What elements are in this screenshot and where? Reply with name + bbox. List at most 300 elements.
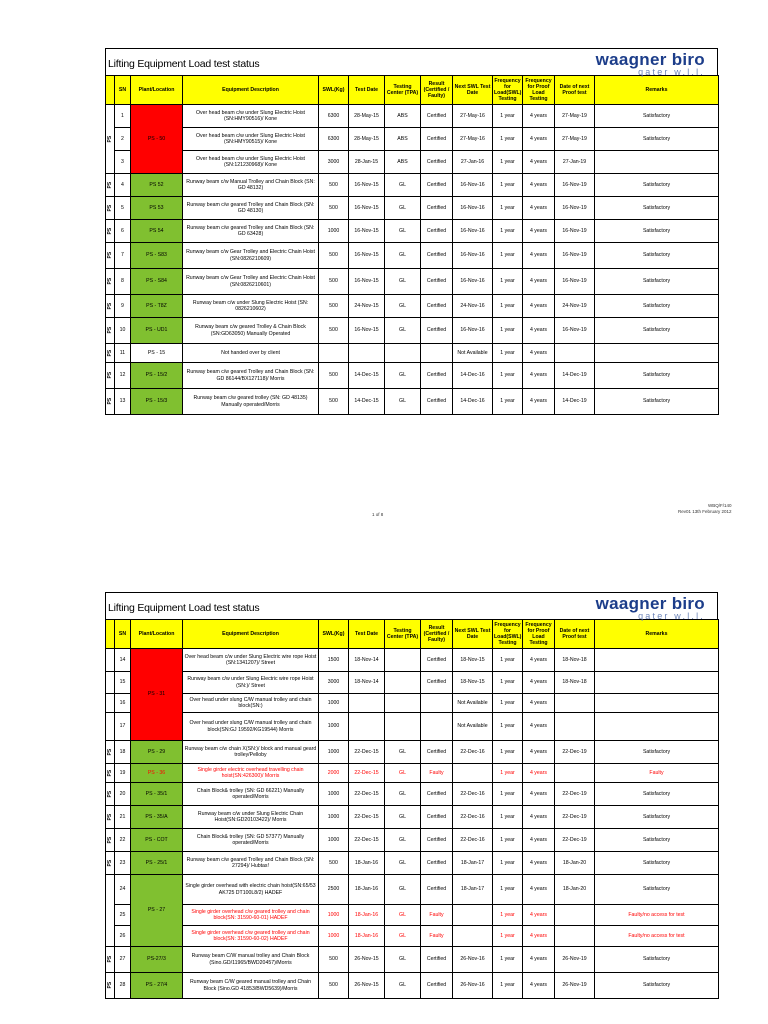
logo-subtitle: qater w.l.l. [638, 67, 705, 77]
column-header: Frequency for Load(SWL) Testing [493, 76, 523, 105]
plant-group-cell [106, 649, 115, 672]
testing-center-cell: GL [385, 295, 421, 318]
column-header: SN [115, 620, 131, 649]
result-cell: Certified [421, 363, 453, 389]
plant-group-cell [106, 105, 115, 174]
result-cell: Certified [421, 806, 453, 829]
proof-test-frequency-cell: 4 years [523, 783, 555, 806]
test-date-cell: 26-Nov-15 [349, 973, 385, 999]
next-proof-date-cell: 22-Dec-19 [555, 783, 595, 806]
load-test-frequency-cell: 1 year [493, 105, 523, 128]
swl-cell: 500 [319, 295, 349, 318]
description-cell: Runway beam C/W geared manual trolley and Chain Block (Sino.GD 41853/BWD5639)/Morris [183, 973, 319, 999]
plant-group-cell [106, 875, 115, 947]
proof-test-frequency-cell: 4 years [523, 926, 555, 947]
table-row [106, 806, 719, 829]
swl-cell: 1000 [319, 806, 349, 829]
test-date-cell: 22-Dec-15 [349, 783, 385, 806]
column-header [106, 76, 115, 105]
test-date-cell: 22-Dec-15 [349, 806, 385, 829]
test-date-cell: 16-Nov-15 [349, 197, 385, 220]
test-date-cell: 14-Dec-15 [349, 389, 385, 415]
sn-cell: 17 [115, 713, 131, 741]
swl-cell: 2000 [319, 764, 349, 783]
location-cell: PS 53 [131, 197, 183, 220]
swl-cell: 500 [319, 973, 349, 999]
remarks-cell: Satisfactory [595, 829, 719, 852]
next-proof-date-cell: 26-Nov-19 [555, 973, 595, 999]
test-date-cell [349, 344, 385, 363]
table-row [106, 128, 719, 151]
proof-test-frequency-cell: 4 years [523, 295, 555, 318]
next-proof-date-cell: 14-Dec-19 [555, 389, 595, 415]
description-cell: Runway beam c/w chain X(SN:)/ block and manual geard trolley/Pelloby [183, 741, 319, 764]
table-row [106, 852, 719, 875]
load-test-frequency-cell: 1 year [493, 973, 523, 999]
test-date-cell: 18-Nov-14 [349, 672, 385, 694]
plant-group-cell [106, 363, 115, 389]
next-test-date-cell: 16-Nov-16 [453, 174, 493, 197]
testing-center-cell: GL [385, 829, 421, 852]
proof-test-frequency-cell: 4 years [523, 151, 555, 174]
testing-center-cell: GL [385, 875, 421, 905]
remarks-cell: Satisfactory [595, 318, 719, 344]
next-proof-date-cell: 16-Nov-19 [555, 220, 595, 243]
test-date-cell: 16-Nov-15 [349, 243, 385, 269]
proof-test-frequency-cell: 4 years [523, 197, 555, 220]
remarks-cell: Faulty/no access for test [595, 905, 719, 926]
test-date-cell: 28-May-15 [349, 128, 385, 151]
test-date-cell: 26-Nov-15 [349, 947, 385, 973]
remarks-cell [595, 649, 719, 672]
result-cell [421, 713, 453, 741]
remarks-cell: Satisfactory [595, 174, 719, 197]
location-cell: PS - 35/A [131, 806, 183, 829]
logo-wordmark: waagner biro [595, 594, 705, 613]
plant-group-label: PS [107, 769, 114, 777]
load-test-frequency-cell: 1 year [493, 295, 523, 318]
next-proof-date-cell: 14-Dec-19 [555, 363, 595, 389]
document-title: Lifting Equipment Load test status [108, 58, 260, 70]
swl-cell: 500 [319, 363, 349, 389]
next-test-date-cell [453, 764, 493, 783]
sn-cell: 6 [115, 220, 131, 243]
next-test-date-cell: 22-Dec-16 [453, 741, 493, 764]
column-header: Plant/Location [131, 620, 183, 649]
swl-cell: 1000 [319, 220, 349, 243]
column-header: Next SWL Test Date [453, 76, 493, 105]
result-cell: Certified [421, 852, 453, 875]
plant-group-label: PS [107, 278, 114, 285]
next-test-date-cell: 14-Dec-16 [453, 389, 493, 415]
next-test-date-cell: 22-Dec-16 [453, 806, 493, 829]
next-proof-date-cell: 18-Nov-18 [555, 649, 595, 672]
swl-cell: 500 [319, 852, 349, 875]
sheet-page-1 [105, 48, 718, 415]
equipment-table-page-2 [105, 619, 719, 999]
sn-cell: 24 [115, 875, 131, 905]
plant-group-label: PS [107, 327, 114, 334]
next-test-date-cell: 18-Jan-17 [453, 875, 493, 905]
next-proof-date-cell: 16-Nov-19 [555, 243, 595, 269]
plant-group-cell [106, 389, 115, 415]
test-date-cell: 24-Nov-15 [349, 295, 385, 318]
testing-center-cell: ABS [385, 128, 421, 151]
next-test-date-cell: 22-Dec-16 [453, 829, 493, 852]
next-proof-date-cell: 18-Jan-20 [555, 875, 595, 905]
column-header: Frequency for Proof Load Testing [523, 620, 555, 649]
next-test-date-cell: 16-Nov-16 [453, 197, 493, 220]
sheet-header [105, 48, 718, 75]
proof-test-frequency-cell: 4 years [523, 806, 555, 829]
testing-center-cell [385, 649, 421, 672]
location-cell: PS - T8Z [131, 295, 183, 318]
column-header: SN [115, 76, 131, 105]
testing-center-cell: GL [385, 806, 421, 829]
result-cell: Certified [421, 875, 453, 905]
proof-test-frequency-cell: 4 years [523, 672, 555, 694]
plant-group-label: PS [107, 982, 114, 989]
plant-group-label: PS [107, 790, 114, 798]
testing-center-cell: GL [385, 389, 421, 415]
swl-cell: 1000 [319, 905, 349, 926]
plant-group-cell [106, 852, 115, 875]
swl-cell: 500 [319, 197, 349, 220]
remarks-cell: Satisfactory [595, 243, 719, 269]
next-proof-date-cell: 24-Nov-19 [555, 295, 595, 318]
result-cell: Certified [421, 783, 453, 806]
next-test-date-cell: 18-Jan-17 [453, 852, 493, 875]
swl-cell: 1000 [319, 741, 349, 764]
result-cell: Certified [421, 389, 453, 415]
next-proof-date-cell: 18-Nov-18 [555, 672, 595, 694]
plant-group-cell [106, 197, 115, 220]
testing-center-cell: GL [385, 220, 421, 243]
load-test-frequency-cell: 1 year [493, 926, 523, 947]
next-proof-date-cell: 16-Nov-19 [555, 174, 595, 197]
description-cell: Over head beam c/w under Slung Electric Hoist (SN:HMY90516)/ Kone [183, 105, 319, 128]
location-cell: PS - UD1 [131, 318, 183, 344]
description-cell: Single girder electric overhead travelling chain hoist(SN:426300)/ Morris [183, 764, 319, 783]
test-date-cell: 28-May-15 [349, 105, 385, 128]
remarks-cell: Satisfactory [595, 389, 719, 415]
column-header: Test Date [349, 620, 385, 649]
plant-group-label: PS [107, 398, 114, 405]
load-test-frequency-cell: 1 year [493, 694, 523, 713]
document-title: Lifting Equipment Load test status [108, 602, 260, 614]
plant-group-cell [106, 741, 115, 764]
table-row [106, 151, 719, 174]
swl-cell: 6300 [319, 128, 349, 151]
remarks-cell: Satisfactory [595, 363, 719, 389]
swl-cell: 500 [319, 318, 349, 344]
swl-cell: 1000 [319, 713, 349, 741]
load-test-frequency-cell: 1 year [493, 764, 523, 783]
swl-cell: 1000 [319, 783, 349, 806]
next-test-date-cell [453, 926, 493, 947]
company-logo [515, 50, 705, 77]
result-cell: Certified [421, 220, 453, 243]
sn-cell: 28 [115, 973, 131, 999]
testing-center-cell: GL [385, 363, 421, 389]
description-cell: Runway beam c/w geared Trolley & Chain Block (SN:GD63050) Manually Operated [183, 318, 319, 344]
next-test-date-cell: 16-Nov-16 [453, 318, 493, 344]
plant-group-label: PS [107, 302, 114, 310]
column-header: Remarks [595, 76, 719, 105]
description-cell: Runway beam c/w under Slung Electric wire rope Hoist (SN:)/ Street [183, 672, 319, 694]
remarks-cell [595, 713, 719, 741]
remarks-cell [595, 151, 719, 174]
next-test-date-cell: 24-Nov-16 [453, 295, 493, 318]
sn-cell: 18 [115, 741, 131, 764]
sn-cell: 4 [115, 174, 131, 197]
plant-group-label: PS [107, 372, 114, 379]
proof-test-frequency-cell: 4 years [523, 363, 555, 389]
load-test-frequency-cell: 1 year [493, 174, 523, 197]
table-row [106, 764, 719, 783]
remarks-cell: Satisfactory [595, 973, 719, 999]
proof-test-frequency-cell: 4 years [523, 128, 555, 151]
table-row [106, 389, 719, 415]
remarks-cell: Faulty/no access for test [595, 926, 719, 947]
result-cell: Faulty [421, 905, 453, 926]
swl-cell: 2500 [319, 875, 349, 905]
table-row [106, 694, 719, 713]
table-row [106, 295, 719, 318]
proof-test-frequency-cell: 4 years [523, 649, 555, 672]
table-row [106, 741, 719, 764]
description-cell: Over head under slung C/W manual trolley and chain block(SN:GJ 19592/KG19544) Morris [183, 713, 319, 741]
remarks-cell [595, 672, 719, 694]
result-cell: Certified [421, 973, 453, 999]
test-date-cell: 16-Nov-15 [349, 318, 385, 344]
load-test-frequency-cell: 1 year [493, 318, 523, 344]
testing-center-cell: GL [385, 269, 421, 295]
test-date-cell: 18-Jan-16 [349, 852, 385, 875]
sn-cell: 19 [115, 764, 131, 783]
description-cell: Runway beam c/w Manual Trolley and Chain Block (SN: GD 48132) [183, 174, 319, 197]
plant-group-label: PS [107, 349, 114, 357]
remarks-cell: Satisfactory [595, 783, 719, 806]
sn-cell: 7 [115, 243, 131, 269]
test-date-cell: 22-Dec-15 [349, 741, 385, 764]
next-test-date-cell: 18-Nov-15 [453, 672, 493, 694]
location-cell: PS - 31 [131, 649, 183, 741]
load-test-frequency-cell: 1 year [493, 269, 523, 295]
description-cell: Over head under slung C/W manual trolley and chain block(SN:) [183, 694, 319, 713]
test-date-cell: 14-Dec-15 [349, 363, 385, 389]
load-test-frequency-cell: 1 year [493, 947, 523, 973]
table-row [106, 363, 719, 389]
next-test-date-cell: 22-Dec-16 [453, 783, 493, 806]
swl-cell: 6300 [319, 105, 349, 128]
test-date-cell: 16-Nov-15 [349, 220, 385, 243]
plant-group-label: PS [107, 748, 114, 756]
proof-test-frequency-cell: 4 years [523, 220, 555, 243]
testing-center-cell: GL [385, 318, 421, 344]
next-test-date-cell [453, 905, 493, 926]
sn-cell: 14 [115, 649, 131, 672]
proof-test-frequency-cell: 4 years [523, 344, 555, 363]
form-code: WBQ/F/140 [708, 503, 732, 508]
test-date-cell: 16-Nov-15 [349, 269, 385, 295]
result-cell: Certified [421, 672, 453, 694]
location-cell: PS - S84 [131, 269, 183, 295]
test-date-cell [349, 713, 385, 741]
next-proof-date-cell [555, 344, 595, 363]
company-logo [515, 594, 705, 621]
logo-wordmark: waagner biro [595, 50, 705, 69]
load-test-frequency-cell: 1 year [493, 197, 523, 220]
plant-group-cell [106, 764, 115, 783]
swl-cell: 3000 [319, 151, 349, 174]
table-row [106, 269, 719, 295]
column-header: Plant/Location [131, 76, 183, 105]
result-cell: Certified [421, 174, 453, 197]
next-test-date-cell: 16-Nov-16 [453, 269, 493, 295]
sn-cell: 15 [115, 672, 131, 694]
remarks-cell: Satisfactory [595, 269, 719, 295]
column-header: Date of next Proof test [555, 620, 595, 649]
load-test-frequency-cell: 1 year [493, 713, 523, 741]
proof-test-frequency-cell: 4 years [523, 741, 555, 764]
sn-cell: 1 [115, 105, 131, 128]
remarks-cell: Satisfactory [595, 105, 719, 128]
load-test-frequency-cell: 1 year [493, 741, 523, 764]
result-cell: Certified [421, 947, 453, 973]
description-cell: Single girder overhead c/w geared trolley and chain block(SN: 31590-60-02) HADEF [183, 926, 319, 947]
location-cell: PS - COT [131, 829, 183, 852]
description-cell: Chain Block& trolley (SN: GD 57377) Manually operated/Morris [183, 829, 319, 852]
swl-cell: 1000 [319, 694, 349, 713]
column-header: SWL(Kg) [319, 76, 349, 105]
result-cell [421, 694, 453, 713]
location-cell: PS-27/3 [131, 947, 183, 973]
next-test-date-cell: 27-May-16 [453, 105, 493, 128]
test-date-cell: 22-Dec-15 [349, 829, 385, 852]
remarks-cell: Faulty [595, 764, 719, 783]
sn-cell: 8 [115, 269, 131, 295]
load-test-frequency-cell: 1 year [493, 852, 523, 875]
doc-code [678, 503, 732, 515]
plant-group-cell [106, 672, 115, 694]
result-cell: Certified [421, 295, 453, 318]
proof-test-frequency-cell: 4 years [523, 694, 555, 713]
sn-cell: 22 [115, 829, 131, 852]
testing-center-cell [385, 713, 421, 741]
table-row [106, 344, 719, 363]
next-test-date-cell: Not Available [453, 713, 493, 741]
table-row [106, 875, 719, 905]
result-cell [421, 344, 453, 363]
description-cell: Over head beam c/w under Slung Electric Hoist (SN:121230968)/ Kone [183, 151, 319, 174]
column-header: Frequency for Proof Load Testing [523, 76, 555, 105]
column-header: Remarks [595, 620, 719, 649]
next-test-date-cell: 14-Dec-16 [453, 363, 493, 389]
plant-group-cell [106, 344, 115, 363]
location-cell: PS 54 [131, 220, 183, 243]
proof-test-frequency-cell: 4 years [523, 713, 555, 741]
proof-test-frequency-cell: 4 years [523, 174, 555, 197]
proof-test-frequency-cell: 4 years [523, 947, 555, 973]
sn-cell: 11 [115, 344, 131, 363]
location-cell: PS - 50 [131, 105, 183, 174]
swl-cell: 500 [319, 389, 349, 415]
plant-group-label: PS [107, 252, 114, 259]
remarks-cell: Satisfactory [595, 295, 719, 318]
load-test-frequency-cell: 1 year [493, 829, 523, 852]
load-test-frequency-cell: 1 year [493, 243, 523, 269]
result-cell: Certified [421, 829, 453, 852]
result-cell: Certified [421, 105, 453, 128]
table-header [106, 620, 719, 649]
result-cell: Certified [421, 269, 453, 295]
location-cell: PS - 27 [131, 875, 183, 947]
column-header: Frequency for Load(SWL) Testing [493, 620, 523, 649]
load-test-frequency-cell: 1 year [493, 151, 523, 174]
column-header: Equipment Description [183, 76, 319, 105]
column-header: Equipment Description [183, 620, 319, 649]
description-cell: Runway beam c/w geared Trolley and Chain Block (SN: GD 48130) [183, 197, 319, 220]
location-cell: PS 52 [131, 174, 183, 197]
result-cell: Certified [421, 197, 453, 220]
next-test-date-cell: 16-Nov-16 [453, 243, 493, 269]
sn-cell: 16 [115, 694, 131, 713]
testing-center-cell: ABS [385, 105, 421, 128]
testing-center-cell: GL [385, 741, 421, 764]
logo-subtitle: qater w.l.l. [638, 611, 705, 621]
testing-center-cell: ABS [385, 151, 421, 174]
description-cell: Runway beam c/w under Slung Electric Hoist (SN: 0826210602) [183, 295, 319, 318]
next-proof-date-cell [555, 926, 595, 947]
load-test-frequency-cell: 1 year [493, 344, 523, 363]
location-cell: PS - 35/1 [131, 783, 183, 806]
description-cell: Single girder overhead c/w geared trolley and chain block(SN: 31590-60-01) HADEF [183, 905, 319, 926]
testing-center-cell [385, 344, 421, 363]
swl-cell: 1000 [319, 829, 349, 852]
plant-group-cell [106, 783, 115, 806]
description-cell: Not handed over by client [183, 344, 319, 363]
description-cell: Runway beam c/w geared trolley (SN: GD 48135) Manually operated/Morris [183, 389, 319, 415]
plant-group-label: PS [107, 135, 114, 143]
test-date-cell: 18-Jan-16 [349, 875, 385, 905]
next-proof-date-cell: 27-May-19 [555, 128, 595, 151]
next-proof-date-cell [555, 764, 595, 783]
description-cell: Single girder overhead with electric chain hoist(SN:65/53 AK725 DT100L8/2) HADEF [183, 875, 319, 905]
testing-center-cell: GL [385, 905, 421, 926]
column-header: Testing Center (TPA) [385, 620, 421, 649]
result-cell: Certified [421, 151, 453, 174]
sn-cell: 20 [115, 783, 131, 806]
table-row [106, 783, 719, 806]
table-row [106, 197, 719, 220]
remarks-cell: Satisfactory [595, 197, 719, 220]
load-test-frequency-cell: 1 year [493, 672, 523, 694]
sn-cell: 13 [115, 389, 131, 415]
table-row [106, 672, 719, 694]
next-test-date-cell: 18-Nov-15 [453, 649, 493, 672]
location-cell: PS - 27/4 [131, 973, 183, 999]
plant-group-cell [106, 220, 115, 243]
sn-cell: 23 [115, 852, 131, 875]
plant-group-cell [106, 174, 115, 197]
sn-cell: 25 [115, 905, 131, 926]
description-cell: Runway beam c/w under Slung Electric Chain Hoist(SN:GD20103422)/ Morris [183, 806, 319, 829]
plant-group-cell [106, 243, 115, 269]
description-cell: Runway beam C/W manual trolley and Chain Block (Sino.GD/11965/BWD20457)/Morris [183, 947, 319, 973]
swl-cell: 1500 [319, 649, 349, 672]
load-test-frequency-cell: 1 year [493, 806, 523, 829]
